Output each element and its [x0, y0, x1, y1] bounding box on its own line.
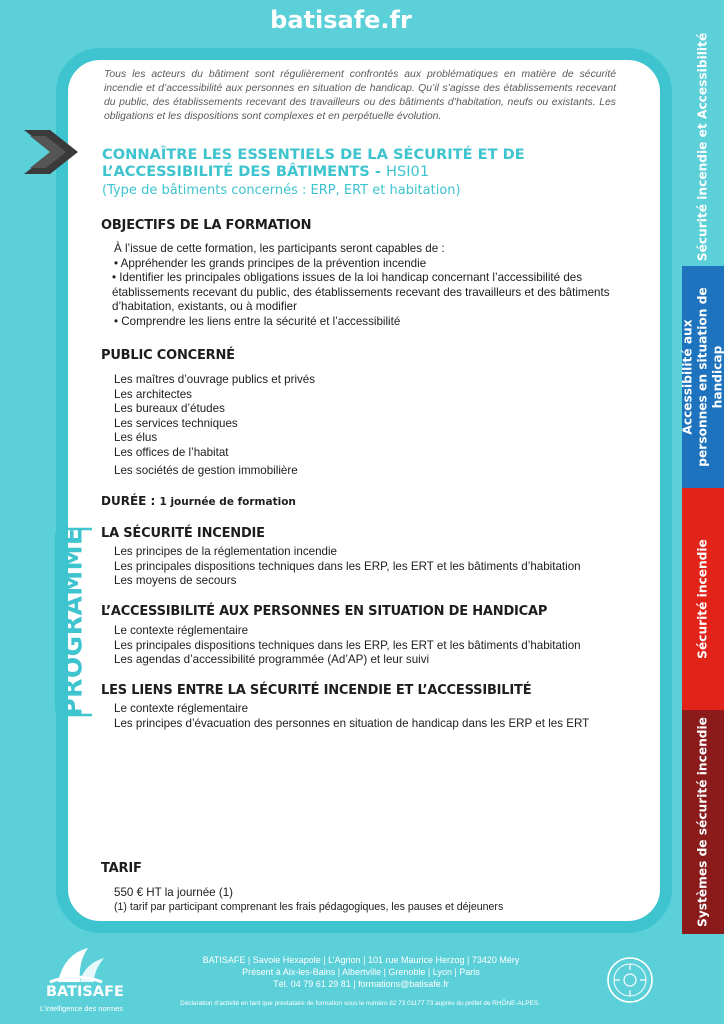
public-item: Les services techniques	[114, 416, 238, 430]
footer-contact-block	[136, 954, 586, 990]
objectifs-list	[114, 242, 624, 329]
side-tab-label: Accessibilité aux personnes en situation de handicap	[680, 287, 724, 467]
side-tab-accessibilite[interactable]	[682, 266, 724, 488]
objectifs-lead: À l’issue de cette formation, les participants seront capables de :	[114, 242, 445, 255]
programme-section-list	[114, 545, 634, 589]
duree-label: DURÉE :	[101, 494, 160, 508]
course-code: HSI01	[386, 163, 430, 180]
footer-locations: Présent à Aix-les-Bains | Albertville | Grenoble | Lyon | Paris	[242, 967, 480, 977]
public-item: Les offices de l’habitat	[114, 445, 229, 459]
footer-logo-tagline: L’intelligence des normes	[40, 1004, 123, 1013]
public-heading: PUBLIC CONCERNÉ	[101, 348, 235, 363]
certification-seal-icon	[606, 956, 654, 1004]
programme-item: Les principales dispositions techniques dans les ERP, les ERT et les bâtiments d’habitation	[114, 638, 581, 652]
side-tab-securite-incendie[interactable]	[682, 488, 724, 710]
programme-section-heading: L’ACCESSIBILITÉ AUX PERSONNES EN SITUATION DE HANDICAP	[101, 604, 548, 619]
objectifs-item: • Identifier les principales obligations issues de la loi handicap concernant l’accessibilité des établissements recevant du public, des établissements recevant des travailleurs et des bâtiments d’habitation, existants, ou à modifier	[112, 271, 610, 313]
public-item: Les sociétés de gestion immobilière	[114, 464, 298, 477]
duree-value: 1 journée de formation	[159, 496, 296, 508]
site-title[interactable]: batisafe.fr	[270, 6, 412, 34]
course-subtitle: (Type de bâtiments concernés : ERP, ERT et habitation)	[102, 183, 461, 198]
intro-paragraph: Tous les acteurs du bâtiment sont régulièrement confrontés aux problématiques en matière de sécurité incendie et d’accessibilité aux personnes en situation de handicap. Qu’il s’agisse des établissements recevant du public, des établissements recevant des travailleurs ou des bâtiments d’habitation, neufs ou existants. Les obligations et les dispositions sont complexes et en perpétuelle évolution.	[104, 69, 616, 122]
programme-section-heading: LA SÉCURITÉ INCENDIE	[101, 526, 265, 541]
course-title-text: CONNAÎTRE LES ESSENTIELS DE LA SÉCURITÉ ET DE L’ACCESSIBILITÉ DES BÂTIMENTS -	[102, 146, 525, 180]
programme-section-heading: LES LIENS ENTRE LA SÉCURITÉ INCENDIE ET L’ACCESSIBILITÉ	[101, 683, 532, 698]
tarif-note: (1) tarif par participant comprenant les frais pédagogiques, les pauses et déjeuners	[114, 901, 504, 913]
footer-contact[interactable]: Tél. 04 79 61 29 81 | formations@batisafe.fr	[273, 979, 449, 989]
programme-item: Les moyens de secours	[114, 574, 237, 587]
side-tab-label: Sécurité incendie	[695, 539, 710, 659]
objectifs-heading: OBJECTIFS DE LA FORMATION	[101, 218, 312, 233]
programme-item: Les principes de la réglementation incendie	[114, 545, 337, 558]
public-list	[114, 373, 315, 479]
programme-item: Le contexte réglementaire	[114, 702, 249, 715]
duree	[101, 494, 296, 510]
tarif-price: 550 € HT la journée (1)	[114, 886, 234, 899]
programme-item: Le contexte réglementaire	[114, 624, 249, 637]
programme-item: Les agendas d’accessibilité programmée (Ad’AP) et leur suivi	[114, 653, 430, 666]
public-item: Les architectes	[114, 387, 192, 401]
content-card	[56, 48, 672, 933]
side-tab-label: Sécurité incendie et Accessibilité	[695, 32, 710, 262]
footer-declaration: Déclaration d’activité en tant que prestataire de formation sous le numéro 82 73 01177 73 auprès du préfet de RHÔNE-ALPES.	[180, 1000, 540, 1007]
programme-item: Les principales dispositions techniques dans les ERP, les ERT et les bâtiments d’habitation	[114, 559, 581, 573]
public-item: Les maîtres d’ouvrage publics et privés	[114, 373, 316, 386]
tarif-heading: TARIF	[101, 861, 142, 876]
course-title	[102, 146, 642, 180]
side-tab-securite-accessibilite[interactable]	[682, 28, 724, 266]
side-tab-systemes-securite[interactable]	[682, 710, 724, 934]
programme-label: PROGRAMME	[58, 527, 88, 717]
programme-section-list	[114, 702, 634, 731]
side-tab-label: Systèmes de sécurité incendie	[695, 717, 710, 927]
programme-section-list	[114, 624, 634, 668]
footer-logo-name: BATISAFE	[46, 984, 124, 1000]
public-item: Les élus	[114, 431, 158, 444]
objectifs-item: • Comprendre les liens entre la sécurité et l’accessibilité	[114, 314, 401, 328]
chevron-arrow-icon	[20, 128, 82, 176]
programme-item: Les principes d’évacuation des personnes en situation de handicap dans les ERP et les ERT	[114, 716, 590, 730]
objectifs-item: • Appréhender les grands principes de la prévention incendie	[114, 256, 427, 270]
public-item: Les bureaux d’études	[114, 402, 225, 415]
footer-address: BATISAFE | Savoie Hexapole | L’Agrion | 101 rue Maurice Herzog | 73420 Méry	[202, 955, 520, 965]
